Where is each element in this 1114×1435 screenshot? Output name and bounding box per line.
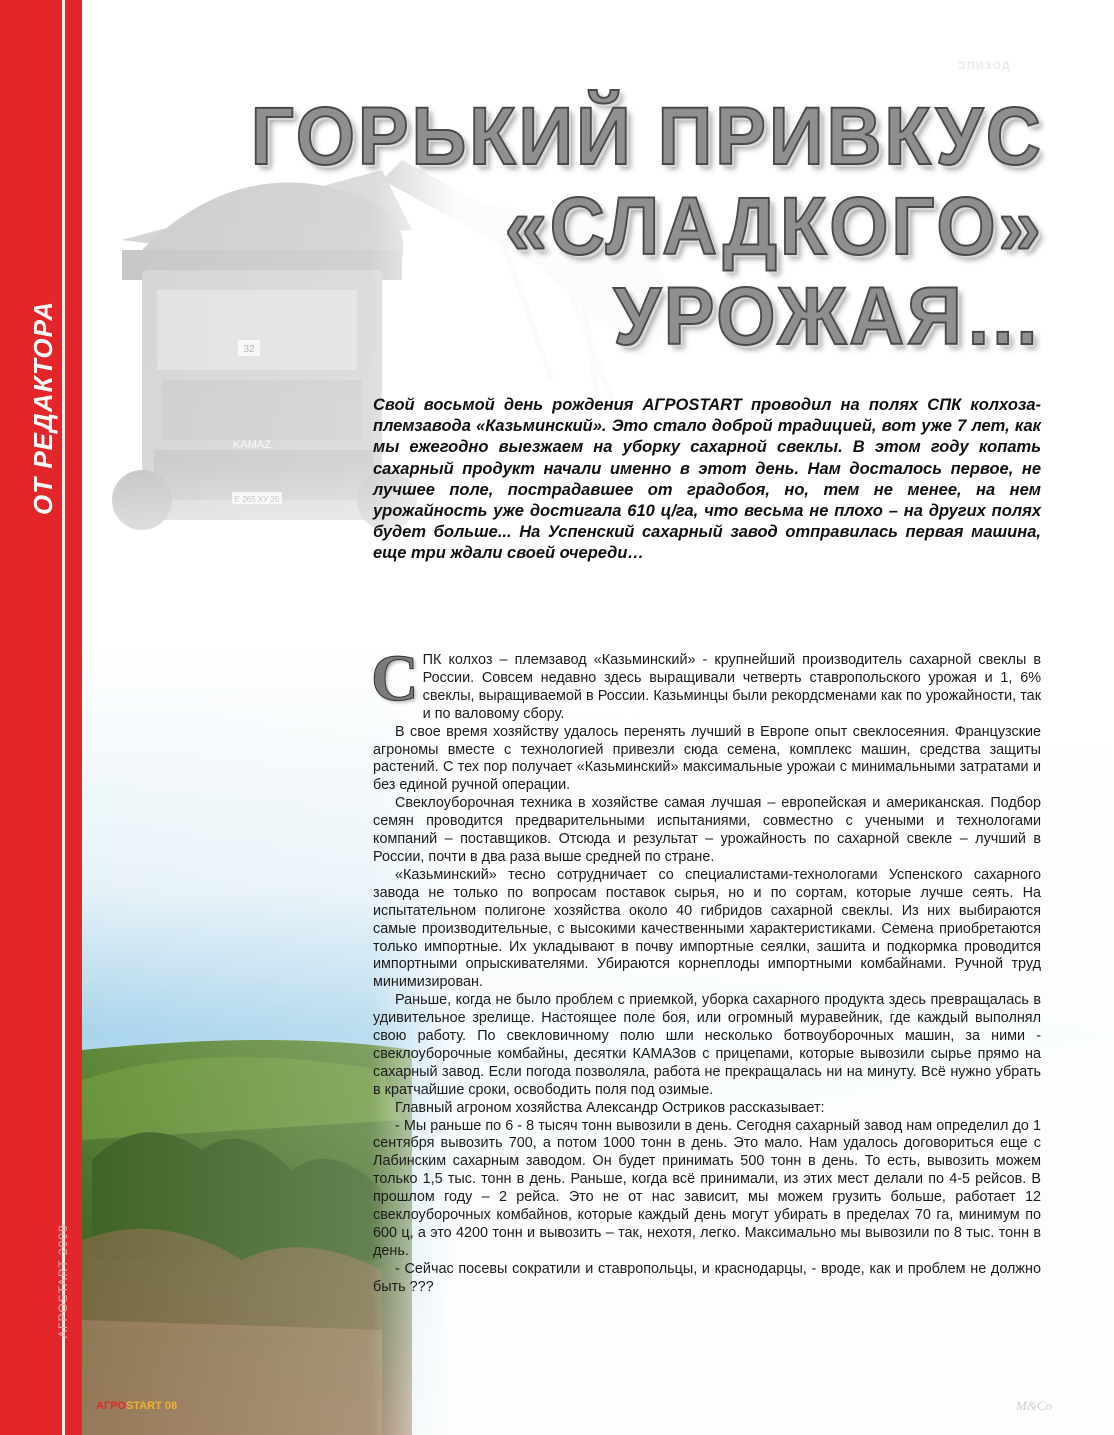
body-paragraph: СПК колхоз – племзавод «Казьминский» - крупнейший производитель сахарной свеклы в России. Совсем недавно здесь выращивали четверть ставропольского урожая и 1, 6% свеклы, выращиваемой в России. Казьминцы были рекордсменами как по урожайности, так и по валовому сбору. <box>371 642 1041 722</box>
article-body <box>371 642 1041 1297</box>
body-paragraph: Раньше, когда не было проблем с приемкой, уборка сахарного продукта здесь превращалась в удивительное зрелище. Настоящее поле боя, или огромный муравейник, где каждый выполнял свою работу. По свекловичному полю шли несколько ботвоуборочных машин, за ними - свеклоуборочные комбайны, десятки КАМАЗов с прицепами, которые вывозили сырье прямо на сахарный завод. Если погода позволяла, работа не прекращалась ни на минуту. Всё нужно убрать в кратчайшие сроки, освободить поля под озимые. <box>373 992 1041 1098</box>
footer-signature: M&Co <box>1016 1398 1053 1413</box>
footer-magazine: АГРОSTART 08 <box>96 1400 178 1412</box>
body-paragraph: «Казьминский» тесно сотрудничает со специалистами-технологами Успенского сахарного завода не только по вопросам поставок сырья, но и по сортам, которые лучше сеять. На испытательном полигоне хозяйства около 40 гибридов сахарной свеклы. Из них выбираются самые производительные, с высокими качественными характеристиками. Семена приобретаются только импортные. Их укладывают в почву импортные сеялки, зашита и подкормка проводится импортными опрыскивателями. Убираются корнеплоды импортными комбайнами. Ручной труд минимизирован. <box>373 866 1041 991</box>
body-paragraph: - Мы раньше по 6 - 8 тысяч тонн вывозили в день. Сегодня сахарный завод нам определил до 1 сентября вывозить 700, а потом 1000 тонн в день. Это мало. Нам удалось договориться еще с Лабинским сахарным заводом. Он будет принимать 500 тонн в день. То есть, вывозить можем только 1,5 тыс. тонн в день. Раньше, когда всё принимали, из этих мест делали по 4-5 рейсов. В прошлом году – 2 рейса. Это не от нас зависит, мы можем грузить больше, работает 12 свеклоуборочных комбайнов, которые каждый день могут убирать в пределах 70 га, минимум по 600 ц, а это 4200 тонн и вывозить – так, нехотя, легко. Максимально мы вывозили по 8 тыс. тонн в день. <box>373 1117 1041 1259</box>
body-paragraph: Главный агроном хозяйства Александр Остриков рассказывает: <box>395 1099 825 1116</box>
body-paragraph: Свеклоуборочная техника в хозяйстве самая лучшая – европейская и американская. Подбор семян проводится предварительными испытаниями, совместно с учеными и технологами компаний – поставщиков. Отсюда и результат – урожайность по сахарной свекле – лучший в России, почти в два раза выше средней по стране. <box>373 795 1041 865</box>
top-tag: ЭПИЗОД <box>958 60 1011 72</box>
body-paragraph: - Сейчас посевы сократили и ставропольцы, и краснодарцы, - вроде, как и проблем не должно быть ??? <box>373 1260 1041 1295</box>
sidebar-stripe <box>62 0 65 1435</box>
body-paragraph: В свое время хозяйству удалось перенять лучший в Европе опыт свеклосеяния. Французские агрономы вместе с технологией привезли сюда семена, комплекс машин, средства защиты растений. С тех пор получает «Казьминский» максимальные урожаи с минимальными затратами и без единой ручной операции. <box>373 723 1041 794</box>
title-line-2: «СЛАДКОГО» <box>504 181 1044 272</box>
section-label: ОТ РЕДАКТОРА <box>28 300 58 515</box>
drop-cap: С <box>371 642 419 715</box>
lead-paragraph: Свой восьмой день рождения АГРОSTART проводил на полях СПК колхоза-племзавода «Казьминский». Это стало доброй традицией, вот уже 7 лет, как мы ежегодно выезжаем на уборку сахарной свеклы. В этом году копать сахарный продукт начали именно в этот день. Нам досталось первое, не лучшее поле, пострадавшее от градобоя, но, тем не менее, на нем урожайность уже достигала 610 ц/га, что весьма не плохо – на других полях будет больше... На Успенский сахарный завод отправилась первая машина, еще три ждали своей очереди… <box>373 396 1041 563</box>
title-line-1: ГОРЬКИЙ ПРИВКУС <box>251 91 1044 182</box>
article-title <box>251 92 1044 362</box>
sidebar-magazine-name: АГРОSTART 2008 <box>56 1224 70 1338</box>
red-sidebar <box>0 0 82 1435</box>
title-line-3: УРОЖАЯ… <box>613 271 1044 362</box>
